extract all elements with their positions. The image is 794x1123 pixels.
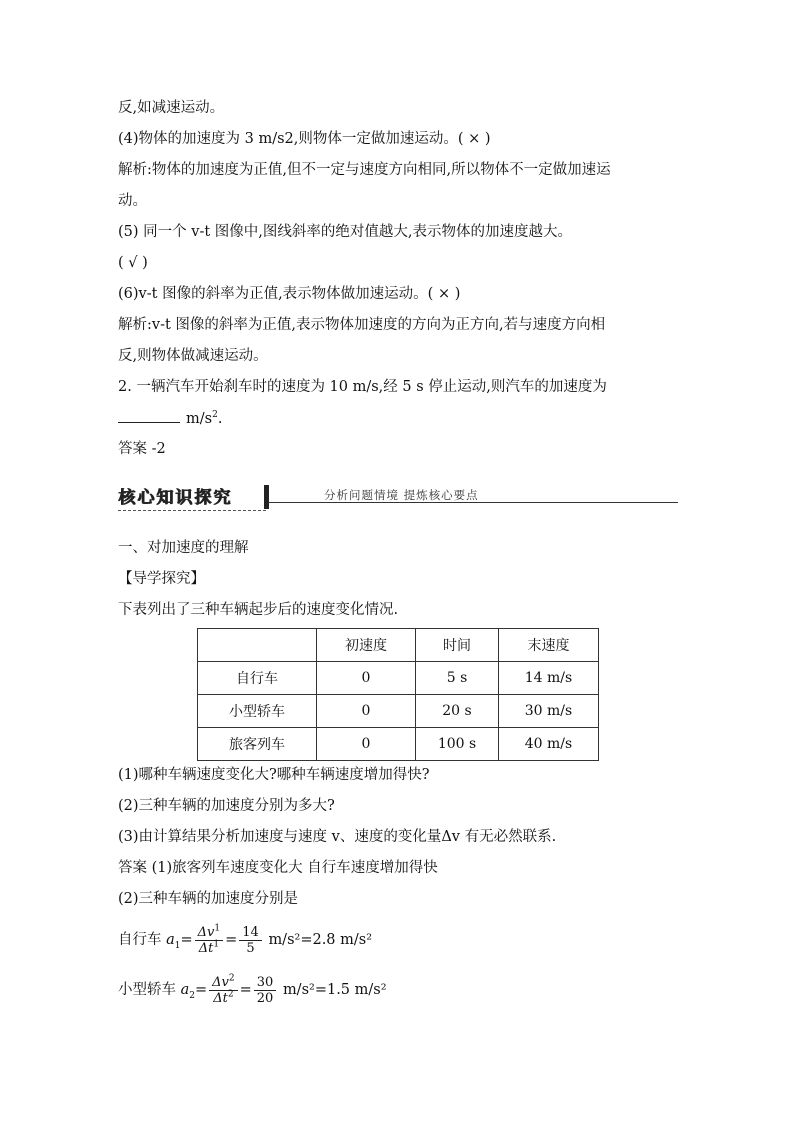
- table-cell: 末速度: [499, 629, 599, 662]
- table-cell: 5 s: [416, 662, 499, 695]
- table-cell: 40 m/s: [499, 728, 599, 761]
- section-banner: [118, 483, 678, 513]
- table-cell: 100 s: [416, 728, 499, 761]
- frac-num: 30: [254, 975, 277, 991]
- frac-num: Δv: [212, 974, 229, 990]
- text-line: 解析:物体的加速度为正值,但不一定与速度方向相同,所以物体不一定做加速运: [118, 162, 611, 178]
- question-3: (3)由计算结果分析加速度与速度 v、速度的变化量Δv 有无必然联系.: [118, 829, 557, 845]
- fraction: [254, 975, 277, 1006]
- formula-eq: =: [180, 932, 193, 948]
- text-line: 2. 一辆汽车开始刹车时的速度为 10 m/s,经 5 s 停止运动,则汽车的加速度为: [118, 379, 607, 395]
- unit-text: m/s: [186, 411, 213, 427]
- answer-2: (2)三种车辆的加速度分别是: [118, 891, 299, 907]
- frac-den: Δt: [198, 940, 214, 956]
- table-cell: 20 s: [416, 695, 499, 728]
- speed-table: [197, 628, 599, 761]
- table-cell: 30 m/s: [499, 695, 599, 728]
- table-row: [198, 728, 599, 761]
- formula-var: a: [180, 982, 190, 998]
- formula-var: a: [166, 932, 175, 948]
- frac-den-sup: 1: [213, 939, 220, 950]
- answer-blank[interactable]: [118, 408, 180, 423]
- period: .: [217, 411, 223, 427]
- answer-blank-line: [118, 408, 222, 429]
- intro-text: 下表列出了三种车辆起步后的速度变化情况.: [118, 602, 399, 618]
- frac-num: Δv: [197, 924, 215, 940]
- answer-1: 答案 (1)旅客列车速度变化大 自行车速度增加得快: [118, 860, 438, 876]
- table-cell: 小型轿车: [198, 695, 317, 728]
- frac-den: 20: [256, 990, 274, 1006]
- formula-result: m/s²=1.5 m/s²: [282, 982, 387, 998]
- table-row: [198, 662, 599, 695]
- formula-sub: 2: [189, 990, 195, 1001]
- table-cell: 时间: [416, 629, 499, 662]
- formula-car: [118, 972, 387, 1008]
- text-line: (6)v-t 图像的斜率为正值,表示物体做加速运动。( × ): [118, 286, 461, 302]
- frac-den-sup: 2: [227, 989, 234, 1000]
- table-row: [198, 695, 599, 728]
- formula-bike: [118, 922, 372, 958]
- frac-num-sup: 1: [214, 923, 221, 934]
- table-cell: 14 m/s: [499, 662, 599, 695]
- text-line: (4)物体的加速度为 3 m/s2,则物体一定做加速运动。( × ): [118, 131, 491, 147]
- table-cell: 旅客列车: [198, 728, 317, 761]
- table-header-row: [198, 629, 599, 662]
- table-cell: [198, 629, 317, 662]
- text-line: 反,如减速运动。: [118, 100, 225, 116]
- table-cell: 自行车: [198, 662, 317, 695]
- frac-num: 14: [239, 925, 262, 941]
- formula-eq: =: [225, 932, 238, 948]
- formula-result: m/s²=2.8 m/s²: [268, 932, 373, 948]
- text-line: (5) 同一个 v-t 图像中,图线斜率的绝对值越大,表示物体的加速度越大。: [118, 224, 573, 240]
- text-line: 动。: [118, 193, 147, 209]
- frac-num-sup: 2: [228, 973, 235, 984]
- banner-title: 核心知识探究: [118, 488, 232, 508]
- banner-bar: [264, 485, 269, 509]
- guide-label: 【导学探究】: [118, 571, 205, 587]
- text-line: 反,则物体做减速运动。: [118, 348, 268, 364]
- text-line: 解析:v-t 图像的斜率为正值,表示物体加速度的方向为正方向,若与速度方向相: [118, 317, 606, 333]
- unit-exponent: 2: [212, 410, 218, 421]
- banner-subtitle: 分析问题情境 提炼核心要点: [324, 488, 479, 502]
- banner-dash: [118, 510, 266, 511]
- formula-sub: 1: [174, 940, 181, 951]
- frac-den: 5: [246, 940, 255, 956]
- text-line: ( √ ): [118, 255, 148, 271]
- table-cell: 初速度: [317, 629, 416, 662]
- table-cell: 0: [317, 662, 416, 695]
- fraction: [209, 975, 237, 1006]
- section-heading: 一、对加速度的理解: [118, 540, 249, 556]
- formula-label: 小型轿车: [118, 982, 176, 998]
- fraction: [239, 925, 262, 956]
- formula-eq: =: [195, 982, 208, 998]
- table-cell: 0: [317, 728, 416, 761]
- answer-line: 答案 -2: [118, 441, 166, 457]
- formula-label: 自行车: [118, 932, 162, 948]
- fraction: [195, 925, 223, 956]
- frac-den: Δt: [213, 990, 228, 1006]
- formula-eq: =: [239, 982, 252, 998]
- table-cell: 0: [317, 695, 416, 728]
- question-2: (2)三种车辆的加速度分别为多大?: [118, 798, 335, 814]
- question-1: (1)哪种车辆速度变化大?哪种车辆速度增加得快?: [118, 767, 430, 783]
